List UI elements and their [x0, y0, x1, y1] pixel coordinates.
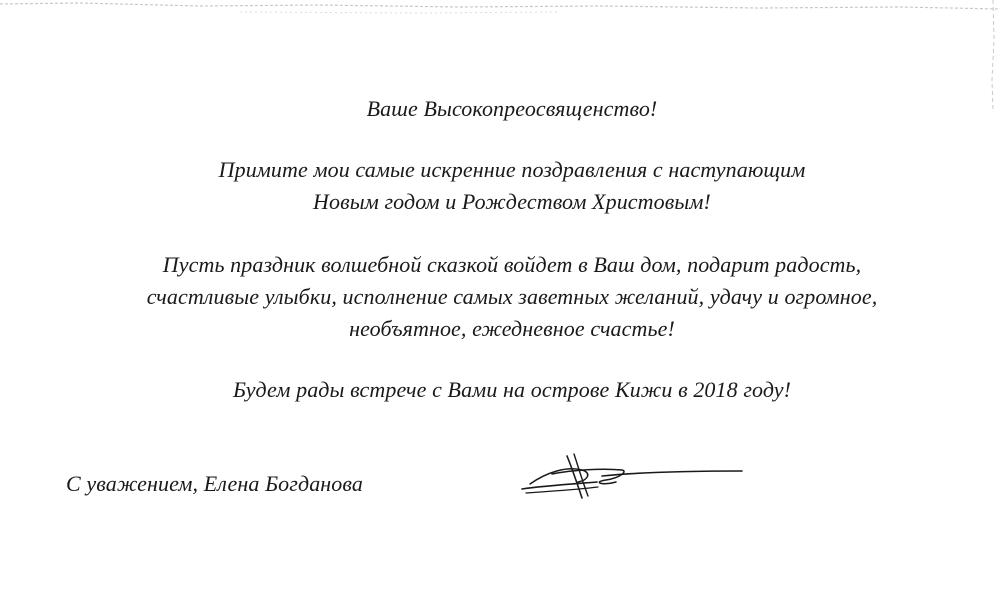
paragraph-2-line-3: необъятное, ежедневное счастье!	[349, 316, 675, 341]
handwritten-signature	[512, 446, 752, 506]
paragraph-2-line-1: Пусть праздник волшебной сказкой войдет в Ваш дом, подарит радость,	[162, 252, 862, 277]
paragraph-1-line-2: Новым годом и Рождеством Христовым!	[313, 189, 711, 214]
greeting: Ваше Высокопреосвященство!	[366, 96, 658, 121]
paragraph-1-line-1: Примите мои самые искренние поздравления с наступающим	[218, 157, 806, 182]
paragraph-3: Будем рады встрече с Вами на острове Кижи в 2018 году!	[232, 377, 792, 402]
paragraph-2-line-2: счастливые улыбки, исполнение самых заветных желаний, удачу и огромное,	[146, 284, 878, 309]
closing-signoff: С уважением, Елена Богданова	[66, 471, 364, 496]
